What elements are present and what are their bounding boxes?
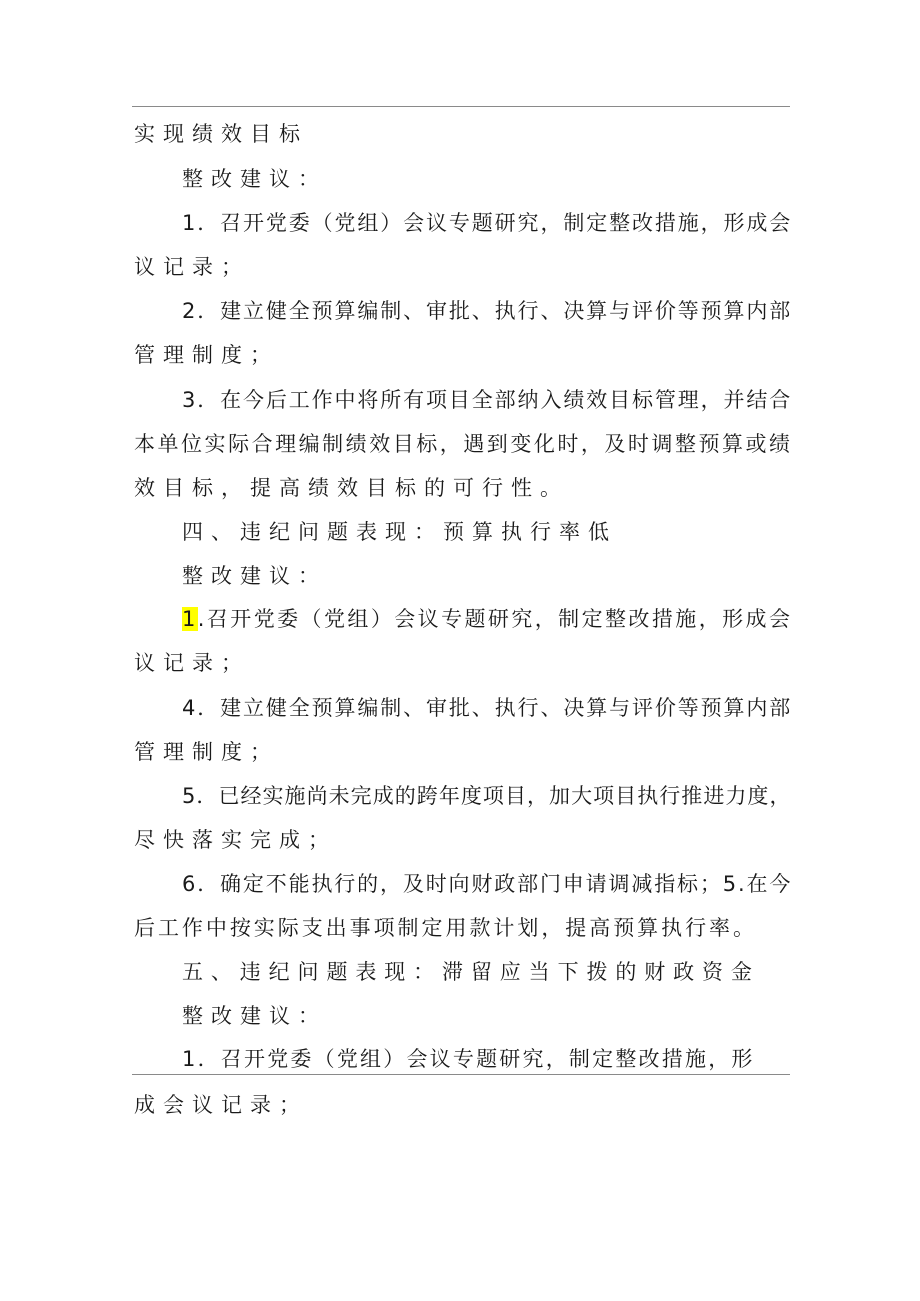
paragraph-line — [182, 604, 792, 634]
paragraph-line: 议记录； — [134, 651, 250, 675]
section-heading: 五、违纪问题表现：滞留应当下拨的财政资金 — [182, 960, 760, 984]
paragraph-line: 尽快落实完成； — [134, 828, 337, 852]
paragraph-line: 1．召开党委（党组）会议专题研究，制定整改措施，形 — [182, 1047, 755, 1071]
paragraph-line: 本单位实际合理编制绩效目标，遇到变化时，及时调整预算或绩 — [134, 432, 793, 456]
section-heading: 四、违纪问题表现：预算执行率低 — [182, 520, 617, 544]
header-rule — [132, 106, 790, 107]
paragraph-line: 整改建议： — [182, 564, 327, 588]
paragraph-line: 1．召开党委（党组）会议专题研究，制定整改措施，形成会 — [182, 211, 793, 235]
paragraph-line: 5．已经实施尚未完成的跨年度项目，加大项目执行推进力度， — [182, 784, 792, 808]
paragraph-line: 效目标，提高绩效目标的可行性。 — [134, 476, 569, 500]
paragraph-text: .召开党委（党组）会议专题研究，制定整改措施，形成会 — [197, 607, 793, 631]
paragraph-line: 管理制度； — [134, 740, 279, 764]
paragraph-line: 管理制度； — [134, 343, 279, 367]
paragraph-line: 2．建立健全预算编制、审批、执行、决算与评价等预算内部 — [182, 299, 793, 323]
paragraph-line: 后工作中按实际支出事项制定用款计划，提高预算执行率。 — [134, 916, 757, 940]
paragraph-line: 成会议记录； — [134, 1093, 308, 1117]
paragraph-line: 3．在今后工作中将所有项目全部纳入绩效目标管理，并结合 — [182, 388, 793, 412]
paragraph-line: 议记录； — [134, 255, 250, 279]
footer-rule — [132, 1074, 790, 1075]
paragraph-line: 实现绩效目标 — [134, 122, 308, 146]
paragraph-line: 4．建立健全预算编制、审批、执行、决算与评价等预算内部 — [182, 696, 793, 720]
paragraph-line: 整改建议： — [182, 167, 327, 191]
highlighted-number: 1 — [182, 607, 198, 631]
paragraph-line: 整改建议： — [182, 1004, 327, 1028]
paragraph-line: 6．确定不能执行的，及时向财政部门申请调减指标；5.在今 — [182, 872, 793, 896]
